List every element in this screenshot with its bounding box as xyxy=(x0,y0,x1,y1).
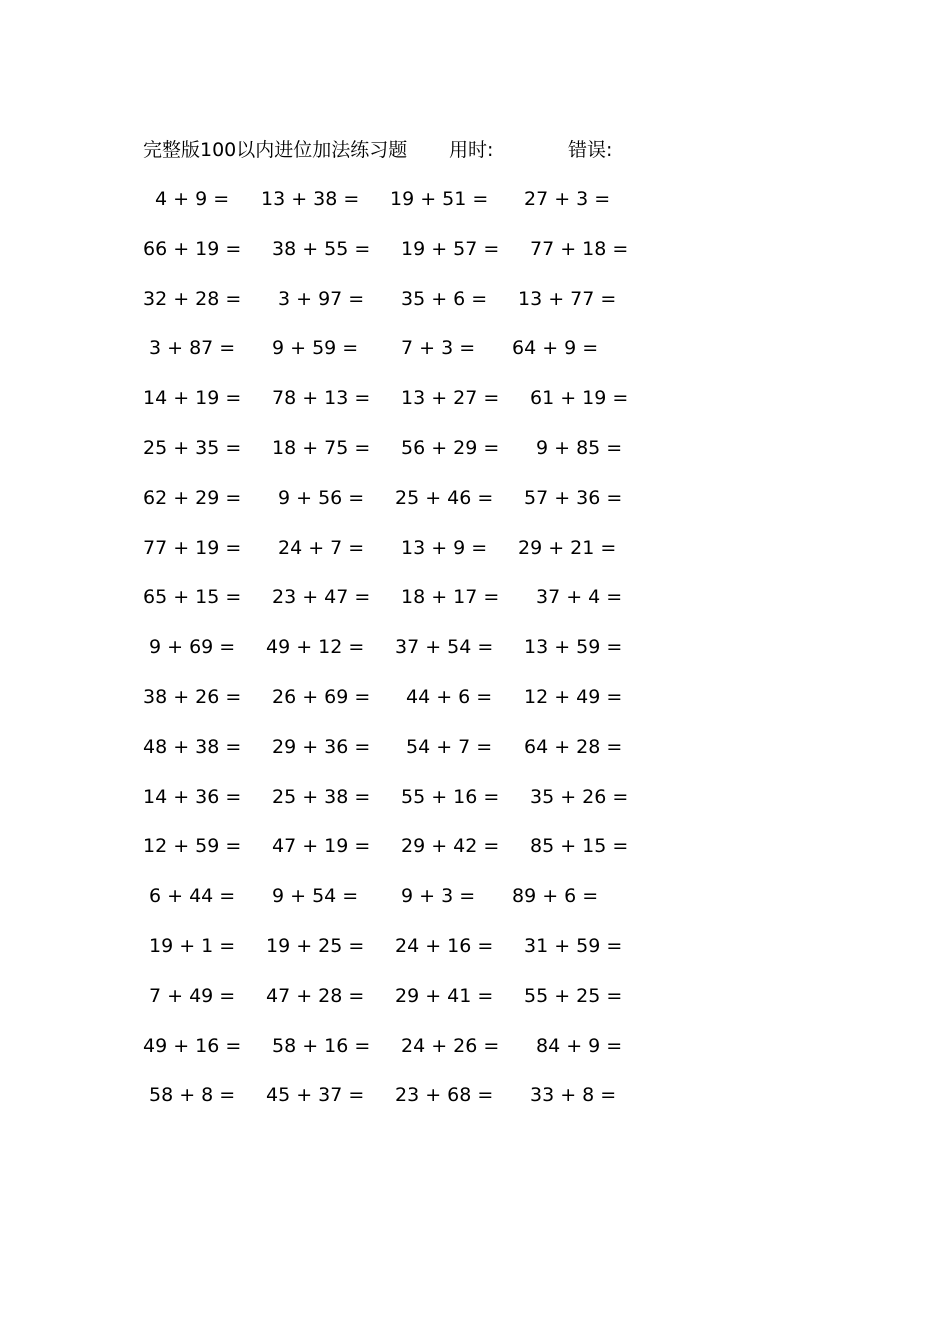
addition-problem: 49 + 12 = xyxy=(266,636,365,659)
addition-problem: 55 + 16 = xyxy=(401,785,500,808)
errors-label: 错误: xyxy=(568,139,613,161)
addition-problem: 29 + 21 = xyxy=(518,536,617,559)
worksheet-header xyxy=(143,136,643,164)
addition-problem: 66 + 19 = xyxy=(143,237,242,260)
addition-problem: 27 + 3 = xyxy=(524,188,611,210)
problem-row xyxy=(0,384,950,434)
problem-row xyxy=(0,633,950,683)
addition-problem: 64 + 28 = xyxy=(524,735,623,758)
addition-problem: 29 + 42 = xyxy=(401,835,500,858)
problem-row xyxy=(0,982,950,1032)
addition-problem: 77 + 19 = xyxy=(143,536,242,559)
addition-problem: 55 + 25 = xyxy=(524,984,623,1007)
addition-problem: 61 + 19 = xyxy=(530,387,629,410)
addition-problem: 47 + 19 = xyxy=(272,835,371,858)
addition-problem: 3 + 87 = xyxy=(149,337,236,360)
problem-row xyxy=(0,733,950,783)
problem-row xyxy=(0,235,950,285)
addition-problem: 56 + 29 = xyxy=(401,436,500,459)
addition-problem: 35 + 6 = xyxy=(401,287,488,310)
addition-problem: 38 + 55 = xyxy=(272,237,371,260)
addition-problem: 35 + 26 = xyxy=(530,785,629,808)
addition-problem: 25 + 46 = xyxy=(395,486,494,509)
addition-problem: 12 + 49 = xyxy=(524,685,623,708)
addition-problem: 45 + 37 = xyxy=(266,1084,365,1107)
problem-row xyxy=(0,882,950,932)
addition-problem: 48 + 38 = xyxy=(143,735,242,758)
problem-row xyxy=(0,1032,950,1082)
addition-problem: 7 + 49 = xyxy=(149,984,236,1007)
addition-problem: 6 + 44 = xyxy=(149,885,236,908)
addition-problem: 13 + 38 = xyxy=(261,188,360,210)
addition-problem: 54 + 7 = xyxy=(406,735,493,758)
addition-problem: 85 + 15 = xyxy=(530,835,629,858)
problem-row xyxy=(0,683,950,733)
addition-problem: 24 + 26 = xyxy=(401,1034,500,1057)
addition-problem: 18 + 75 = xyxy=(272,436,371,459)
addition-problem: 38 + 26 = xyxy=(143,685,242,708)
problem-row xyxy=(0,185,950,235)
addition-problem: 19 + 51 = xyxy=(390,188,489,210)
addition-problem: 9 + 3 = xyxy=(401,885,476,908)
addition-problem: 3 + 97 = xyxy=(278,287,365,310)
addition-problem: 19 + 25 = xyxy=(266,934,365,957)
addition-problem: 31 + 59 = xyxy=(524,934,623,957)
problem-row xyxy=(0,583,950,633)
addition-problem: 13 + 59 = xyxy=(524,636,623,659)
addition-problem: 64 + 9 = xyxy=(512,337,599,360)
addition-problem: 26 + 69 = xyxy=(272,685,371,708)
problem-row xyxy=(0,783,950,833)
addition-problem: 47 + 28 = xyxy=(266,984,365,1007)
addition-problem: 49 + 16 = xyxy=(143,1034,242,1057)
addition-problem: 58 + 8 = xyxy=(149,1084,236,1107)
problem-row xyxy=(0,334,950,384)
problem-row xyxy=(0,285,950,335)
addition-problem: 25 + 35 = xyxy=(143,436,242,459)
addition-problem: 9 + 54 = xyxy=(272,885,359,908)
addition-problem: 29 + 36 = xyxy=(272,735,371,758)
addition-problem: 65 + 15 = xyxy=(143,586,242,609)
addition-problem: 24 + 7 = xyxy=(278,536,365,559)
problem-row xyxy=(0,434,950,484)
addition-problem: 78 + 13 = xyxy=(272,387,371,410)
addition-problem: 62 + 29 = xyxy=(143,486,242,509)
addition-problem: 84 + 9 = xyxy=(536,1034,623,1057)
addition-problem: 9 + 69 = xyxy=(149,636,236,659)
addition-problem: 14 + 36 = xyxy=(143,785,242,808)
addition-problem: 13 + 27 = xyxy=(401,387,500,410)
addition-problem: 9 + 85 = xyxy=(536,436,623,459)
addition-problem: 4 + 9 = xyxy=(155,188,230,210)
addition-problem: 29 + 41 = xyxy=(395,984,494,1007)
addition-problem: 32 + 28 = xyxy=(143,287,242,310)
addition-problem: 19 + 1 = xyxy=(149,934,236,957)
addition-problem: 33 + 8 = xyxy=(530,1084,617,1107)
addition-problem: 9 + 56 = xyxy=(278,486,365,509)
addition-problem: 58 + 16 = xyxy=(272,1034,371,1057)
addition-problem: 37 + 4 = xyxy=(536,586,623,609)
addition-problem: 37 + 54 = xyxy=(395,636,494,659)
problem-row xyxy=(0,484,950,534)
addition-problem: 57 + 36 = xyxy=(524,486,623,509)
addition-problem: 13 + 9 = xyxy=(401,536,488,559)
addition-problem: 24 + 16 = xyxy=(395,934,494,957)
addition-problem: 77 + 18 = xyxy=(530,237,629,260)
time-used-label: 用时: xyxy=(449,139,494,161)
addition-problem: 19 + 57 = xyxy=(401,237,500,260)
addition-problem: 9 + 59 = xyxy=(272,337,359,360)
problem-row xyxy=(0,534,950,584)
problem-row xyxy=(0,932,950,982)
addition-problem: 23 + 68 = xyxy=(395,1084,494,1107)
addition-problem: 12 + 59 = xyxy=(143,835,242,858)
problem-row xyxy=(0,1081,950,1131)
addition-problem: 44 + 6 = xyxy=(406,685,493,708)
addition-problem: 18 + 17 = xyxy=(401,586,500,609)
problem-row xyxy=(0,832,950,882)
addition-problem: 7 + 3 = xyxy=(401,337,476,360)
addition-problem: 89 + 6 = xyxy=(512,885,599,908)
worksheet-title: 完整版100以内进位加法练习题 xyxy=(143,139,408,161)
addition-problem: 13 + 77 = xyxy=(518,287,617,310)
problem-grid xyxy=(0,185,950,1131)
addition-problem: 14 + 19 = xyxy=(143,387,242,410)
addition-problem: 25 + 38 = xyxy=(272,785,371,808)
addition-problem: 23 + 47 = xyxy=(272,586,371,609)
